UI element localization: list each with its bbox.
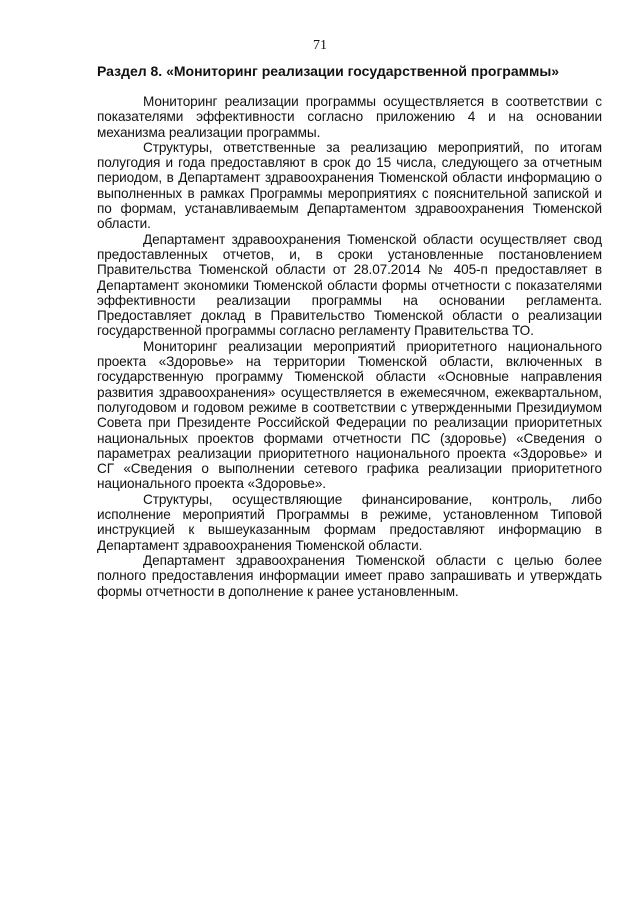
paragraph-health-department-reporting: Департамент здравоохранения Тюменской области осуществляет свод предоставленных отчетов, и, в сроки установленные постановлением Правительства Тюменской области от 28.07.2014 № 405-п предоставляет в Департамент экономики Тюменской области формы отчетности с показателями эффективности реализации программы на основании регламента. Предоставляет доклад в Правительство Тюменской области о реализации государственной программы согласно регламенту Правительства ТО. (97, 231, 602, 339)
body-text (97, 94, 602, 599)
paragraph-additional-forms: Департамент здравоохранения Тюменской области с целью более полного предоставления информации имеет право запрашивать и утверждать формы отчетности в дополнение к ранее установленным. (97, 552, 602, 599)
page-number: 71 (313, 38, 327, 53)
paragraph-program-executors: Структуры, осуществляющие финансирование, контроль, либо исполнение мероприятий Программы в режиме, установленном Типовой инструкцией к вышеуказанным формам предоставляют информацию в Департамент здравоохранения Тюменской области. (97, 491, 602, 553)
section-heading: Раздел 8. «Мониторинг реализации государственной программы» (97, 63, 560, 79)
paragraph-monitoring-basis: Мониторинг реализации программы осуществляется в соответствии с показателями эффективности согласно приложению 4 и на основании механизма реализации программы. (97, 94, 602, 140)
paragraph-responsible-structures: Структуры, ответственные за реализацию мероприятий, по итогам полугодия и года предоставляют в срок до 15 числа, следующего за отчетным периодом, в Департамент здравоохранения Тюменской области информацию о выполненных в рамках Программы мероприятиях с пояснительной запиской и по формам, устанавливаемым Департаментом здравоохранения Тюменской области. (97, 139, 602, 232)
paragraph-national-project-monitoring: Мониторинг реализации мероприятий приоритетного национального проекта «Здоровье» на территории Тюменской области, включенных в государственную программу Тюменской области «Основные направления развития здравоохранения» осуществляется в ежемесячном, ежеквартальном, полугодовом и годовом режиме в соответствии с утвержденными Президиумом Совета при Президенте Российской Федерации по реализации приоритетных национальных проектов формами отчетности ПС (здоровье) «Сведения о параметрах реализации приоритетного национального проекта «Здоровье» и СГ «Сведения о выполнении сетевого графика реализации приоритетного национального проекта «Здоровье». (97, 338, 602, 492)
